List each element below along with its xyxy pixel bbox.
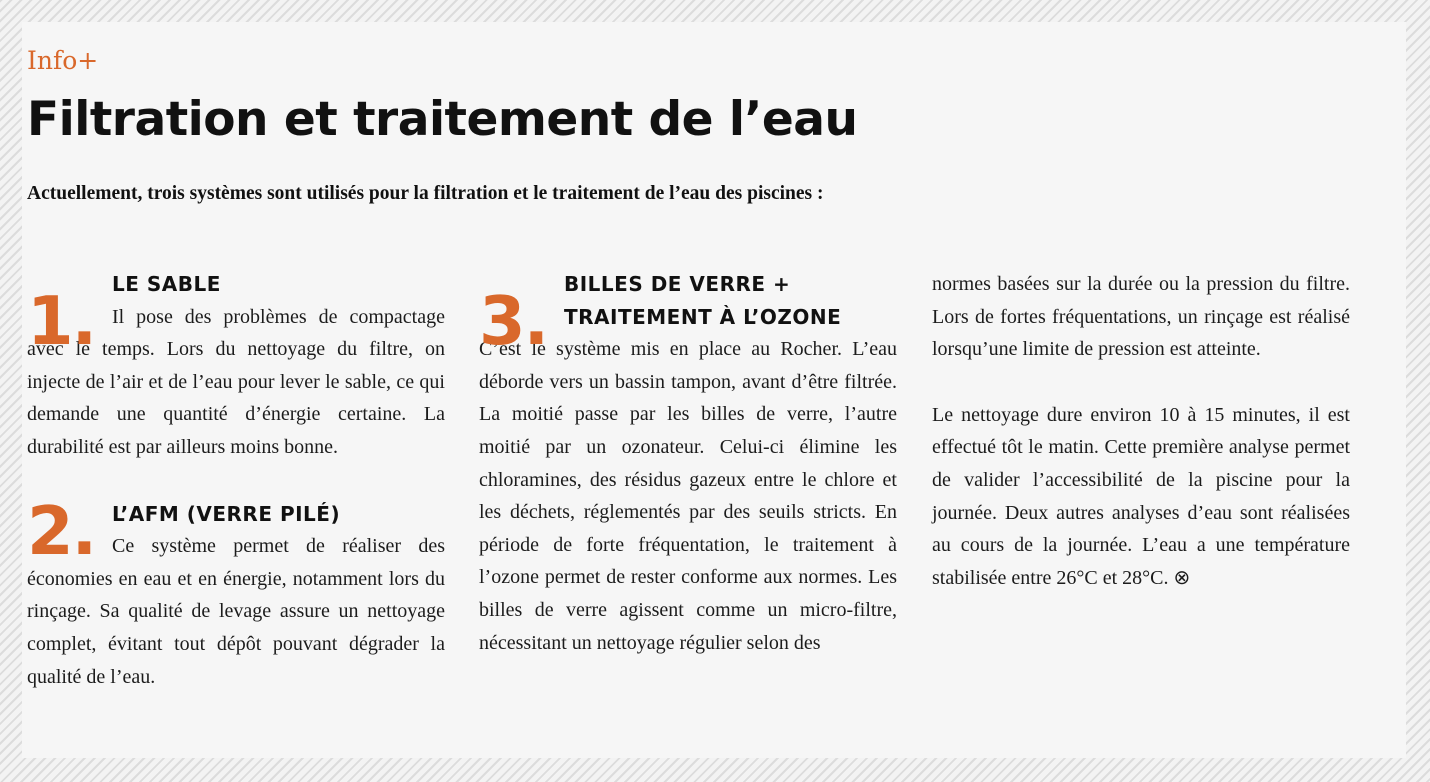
intro-text: Actuellement, trois systèmes sont utilisés pour la filtration et le traitement de l’eau des piscines :: [27, 183, 824, 204]
section-number-digit: 1: [27, 282, 72, 360]
column-3: [932, 248, 1350, 594]
section-body-text: Il pose des problèmes de compactage avec le temps. Lors du nettoyage du filtre, on injecte de l’air et de l’eau pour lever le sable, ce qui demande une quantité d’énergie certaine. La durabilité est par ailleurs moins bonne.: [27, 305, 445, 458]
section-body: C’est le système mis en place au Rocher. L’eau déborde vers un bassin tampon, avant d’être filtrée. La moitié passe par les billes de verre, l’autre moitié par un ozonateur. Celui-ci élimine les chloramines, des résidus gazeux entre le chlore et les déchets, réglementés par des seuils stricts. En période de forte fréquentation, le traitement à l’ozone permet de rester conforme aux normes. Les billes de verre agissent comme un micro-filtre, nécessitant un nettoyage régulier selon des: [479, 338, 897, 654]
section-heading: LE SABLE: [112, 272, 221, 296]
section-heading-line-2: TRAITEMENT À L’OZONE: [564, 304, 842, 329]
kicker-label: Info+: [27, 46, 99, 75]
continuation-paragraph-2: Le nettoyage dure environ 10 à 15 minutes, il est effectué tôt le matin. Cette première analyse permet de valider l’accessibilité de la piscine pour la journée. Deux autres analyses d’eau sont réalisées au cours de la journée. L’eau a une température stabilisée entre 26°C et 28°C. ⊗: [932, 403, 1350, 589]
section-sand: [27, 268, 445, 464]
section-afm: [27, 491, 445, 694]
continuation-paragraph-1: normes basées sur la durée ou la pression du filtre. Lors de fortes fréquentations, un rinçage est réalisé lorsqu’une limite de pression est atteinte.: [932, 273, 1350, 361]
column-1: [27, 248, 445, 693]
section-heading: L’AFM (VERRE PILÉ): [112, 501, 341, 526]
article-title: Filtration et traitement de l’eau: [27, 92, 858, 147]
section-number: 2.: [27, 491, 96, 570]
section-number-digit: 3: [479, 282, 524, 360]
section-number: 3.: [479, 282, 548, 360]
section-number-digit: 2: [27, 491, 72, 570]
section-glass-beads: [479, 268, 897, 659]
section-number: 1.: [27, 282, 96, 360]
section-body-text: Ce système permet de réaliser des économies en eau et en énergie, notamment lors du rinçage. Sa qualité de levage assure un nettoyage complet, évitant tout dépôt pouvant dégrader la qualité de l’eau.: [27, 535, 445, 688]
column-2: [479, 248, 897, 659]
section-heading-line-1: BILLES DE VERRE +: [564, 272, 791, 296]
